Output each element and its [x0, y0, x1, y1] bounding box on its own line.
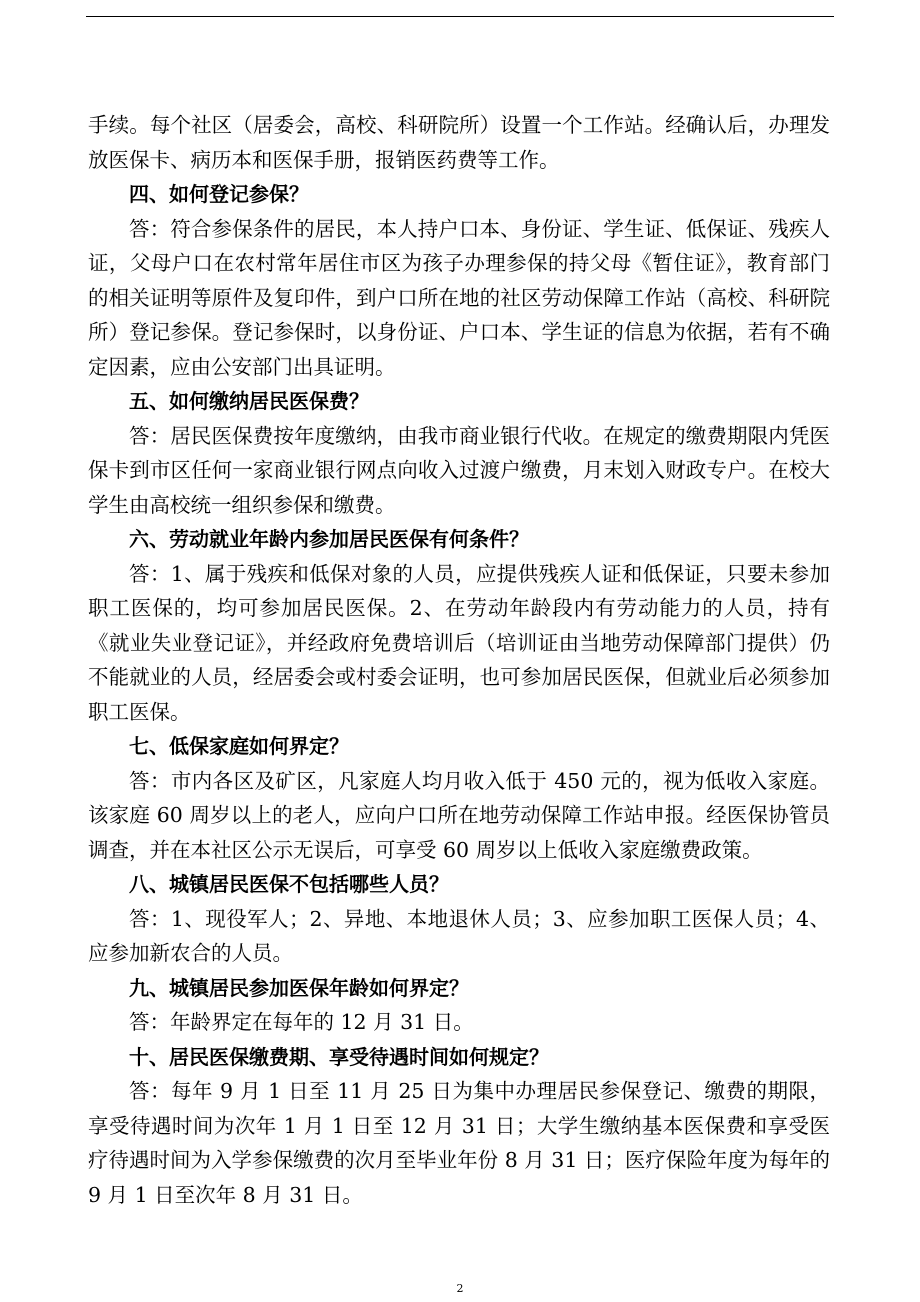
- section-answer-9: 答：年龄界定在每年的 12 月 31 日。: [129, 1010, 474, 1034]
- section-heading-6: 六、劳动就业年龄内参加居民医保有何条件？: [129, 527, 529, 551]
- section-answer-10: 答：每年 9 月 1 日至 11 月 25 日为集中办理居民参保登记、缴费的期限，享受待遇时间为次年 1 月 1 日至 12 月 31 日；大学生缴纳基本医保费和享受医疗待遇时间为入学参保缴费的次月至毕业年份 8 月 31 日；医疗保险年度为每年的 9 月 1 日至次年 8 月 31 日。: [88, 1079, 830, 1207]
- section-answer-4: 答：符合参保条件的居民，本人持户口本、身份证、学生证、低保证、残疾人证，父母户口在农村常年居住市区为孩子办理参保的持父母《暂住证》，教育部门的相关证明等原件及复印件，到户口所在地的社区劳动保障工作站（高校、科研院所）登记参保。登记参保时，以身份证、户口本、学生证的信息为依据，若有不确定因素，应由公安部门出具证明。: [88, 216, 830, 379]
- section-answer-7: 答：市内各区及矿区，凡家庭人均月收入低于 450 元的，视为低收入家庭。该家庭 60 周岁以上的老人，应向户口所在地劳动保障工作站申报。经医保协管员调查，并在本社区公示无误后，可享受 60 周岁以上低收入家庭缴费政策。: [88, 768, 830, 862]
- section-heading-8: 八、城镇居民医保不包括哪些人员？: [129, 872, 449, 896]
- header-rule: [86, 16, 834, 17]
- section-answer-6: 答：1、属于残疾和低保对象的人员，应提供残疾人证和低保证，只要未参加职工医保的，均可参加居民医保。2、在劳动年龄段内有劳动能力的人员，持有《就业失业登记证》，并经政府免费培训后（培训证由当地劳动保障部门提供）仍不能就业的人员，经居委会或村委会证明，也可参加居民医保，但就业后必须参加职工医保。: [88, 561, 830, 724]
- section-heading-10: 十、居民医保缴费期、享受待遇时间如何规定？: [129, 1044, 549, 1069]
- document-body: [88, 108, 830, 1212]
- section-heading-9: 九、城镇居民参加医保年龄如何界定？: [129, 975, 469, 1000]
- section-heading-4: 四、如何登记参保？: [129, 182, 309, 206]
- section-heading-5: 五、如何缴纳居民医保费？: [129, 389, 369, 413]
- section-answer-8: 答：1、现役军人；2、异地、本地退休人员；3、应参加职工医保人员；4、应参加新农合的人员。: [88, 906, 830, 965]
- page-number: 2: [456, 1282, 464, 1295]
- paragraph-continuation: 手续。每个社区（居委会，高校、科研院所）设置一个工作站。经确认后，办理发放医保卡、病历本和医保手册，报销医药费等工作。: [88, 113, 830, 172]
- section-heading-7: 七、低保家庭如何界定？: [129, 734, 349, 758]
- section-answer-5: 答：居民医保费按年度缴纳，由我市商业银行代收。在规定的缴费期限内凭医保卡到市区任何一家商业银行网点向收入过渡户缴费，月末划入财政专户。在校大学生由高校统一组织参保和缴费。: [88, 423, 830, 517]
